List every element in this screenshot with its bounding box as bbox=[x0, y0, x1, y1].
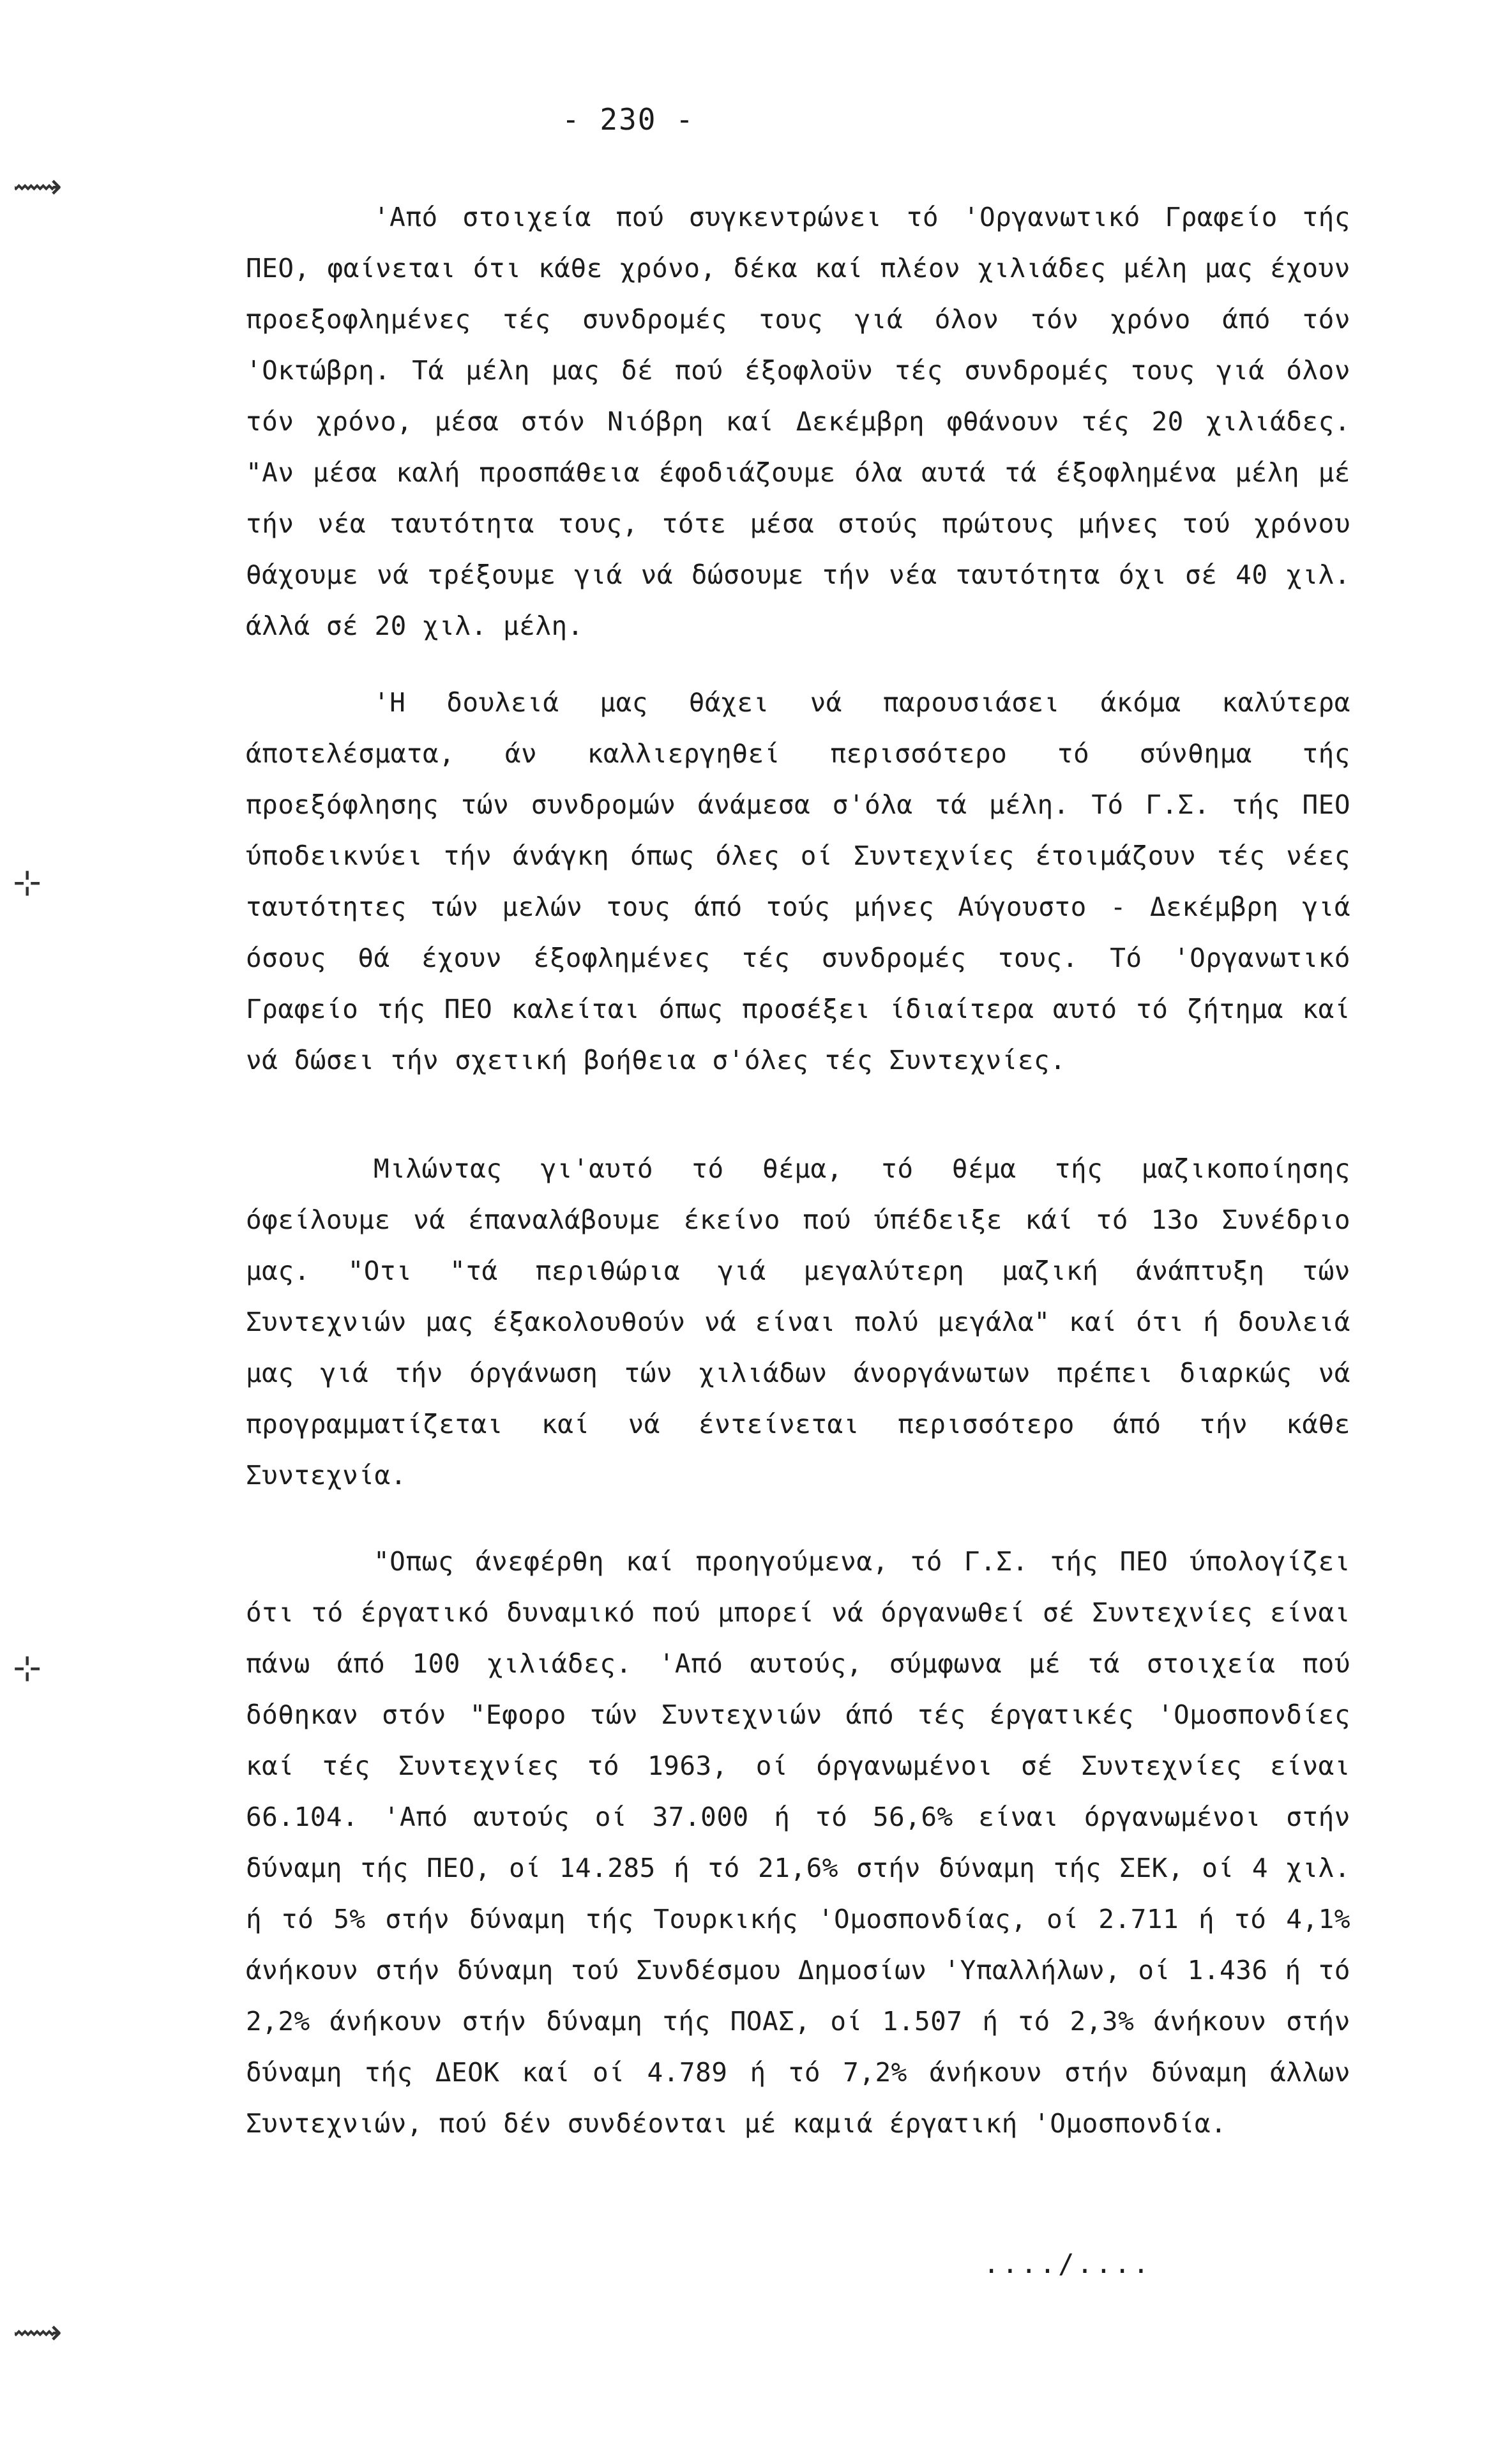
paragraph-2 bbox=[246, 677, 1350, 1086]
paragraph-text: 'Η δουλειά μας θάχει νά παρουσιάσει άκόμα καλύτερα άποτελέσματα, άν καλλιεργηθεί περισσότερο τό σύνθημα τής προεξόφλησης τών συνδρομών άνάμεσα σ'όλα τά μέλη. Τό Γ.Σ. τής ΠΕΟ ύποδεικνύει τήν άνάγκη όπως όλες οί Συντεχνίες έτοιμάζουν τές νέες ταυτότητες τών μελών τους άπό τούς μήνες Αύγουστο - Δεκέμβρη γιά όσους θά έχουν έξοφλημένες τές συνδρομές τους. Τό 'Οργανωτικό Γραφείο τής ΠΕΟ καλείται όπως προσέξει ίδιαίτερα αυτό τό ζήτημα καί νά δώσει τήν σχετική βοήθεια σ'όλες τές Συντεχνίες. bbox=[246, 687, 1350, 1075]
margin-mark: ⟿ bbox=[13, 2312, 63, 2352]
continuation-marker: ..../.... bbox=[983, 2248, 1152, 2279]
paragraph-4 bbox=[246, 1536, 1350, 2149]
margin-mark: ⊹ bbox=[13, 862, 42, 902]
margin-mark: ⊹ bbox=[13, 1648, 42, 1688]
paragraph-1 bbox=[246, 192, 1350, 651]
paragraph-text: 'Από στοιχεία πού συγκεντρώνει τό 'Οργανωτικό Γραφείο τής ΠΕΟ, φαίνεται ότι κάθε χρόνο, δέκα καί πλέον χιλιάδες μέλη μας έχουν προεξοφλημένες τές συνδρομές τους γιά όλον τόν χρόνο άπό τόν 'Οκτώβρη. Τά μέλη μας δέ πού έξοφλοϋν τές συνδρομές τους γιά όλον τόν χρόνο, μέσα στόν Νιόβρη καί Δεκέμβρη φθάνουν τές 20 χιλιάδες. "Αν μέσα καλή προσπάθεια έφοδιάζουμε όλα αυτά τά έξοφλημένα μέλη μέ τήν νέα ταυτότητα τους, τότε μέσα στούς πρώτους μήνες τού χρόνου θάχουμε νά τρέξουμε γιά νά δώσουμε τήν νέα ταυτότητα όχι σέ 40 χιλ. άλλά σέ 20 χιλ. μέλη. bbox=[246, 202, 1350, 641]
margin-mark: ⟿ bbox=[13, 166, 63, 206]
paragraph-3 bbox=[246, 1143, 1350, 1501]
page-number: - 230 - bbox=[562, 102, 695, 137]
paragraph-text: Μιλώντας γι'αυτό τό θέμα, τό θέμα τής μαζικοποίησης όφείλουμε νά έπαναλάβουμε έκείνο πού ύπέδειξε κάί τό 13ο Συνέδριο μας. "Οτι "τά περιθώρια γιά μεγαλύτερη μαζική άνάπτυξη τών Συντεχνιών μας έξακολουθούν νά είναι πολύ μεγάλα" καί ότι ή δουλειά μας γιά τήν όργάνωση τών χιλιάδων άνοργάνωτων πρέπει διαρκώς νά προγραμματίζεται καί νά έντείνεται περισσότερο άπό τήν κάθε Συντεχνία. bbox=[246, 1153, 1350, 1491]
paragraph-text: "Οπως άνεφέρθη καί προηγούμενα, τό Γ.Σ. τής ΠΕΟ ύπολογίζει ότι τό έργατικό δυναμικό πού μπορεί νά όργανωθεί σέ Συντεχνίες είναι πάνω άπό 100 χιλιάδες. 'Από αυτούς, σύμφωνα μέ τά στοιχεία πού δόθηκαν στόν "Εφορο τών Συντεχνιών άπό τές έργατικές 'Ομοσπονδίες καί τές Συντεχνίες τό 1963, οί όργανωμένοι σέ Συντεχνίες είναι 66.104. 'Από αυτούς οί 37.000 ή τό 56,6% είναι όργανωμένοι στήν δύναμη τής ΠΕΟ, οί 14.285 ή τό 21,6% στήν δύναμη τής ΣΕΚ, οί 4 χιλ. ή τό 5% στήν δύναμη τής Τουρκικής 'Ομοσπονδίας, οί 2.711 ή τό 4,1% άνήκουν στήν δύναμη τού Συνδέσμου Δημοσίων 'Υπαλλήλων, οί 1.436 ή τό 2,2% άνήκουν στήν δύναμη τής ΠΟΑΣ, οί 1.507 ή τό 2,3% άνήκουν στήν δύναμη τής ΔΕΟΚ καί οί 4.789 ή τό 7,2% άνήκουν στήν δύναμη άλλων Συντεχνιών, πού δέν συνδέονται μέ καμιά έργατική 'Ομοσπονδία. bbox=[246, 1546, 1350, 2139]
